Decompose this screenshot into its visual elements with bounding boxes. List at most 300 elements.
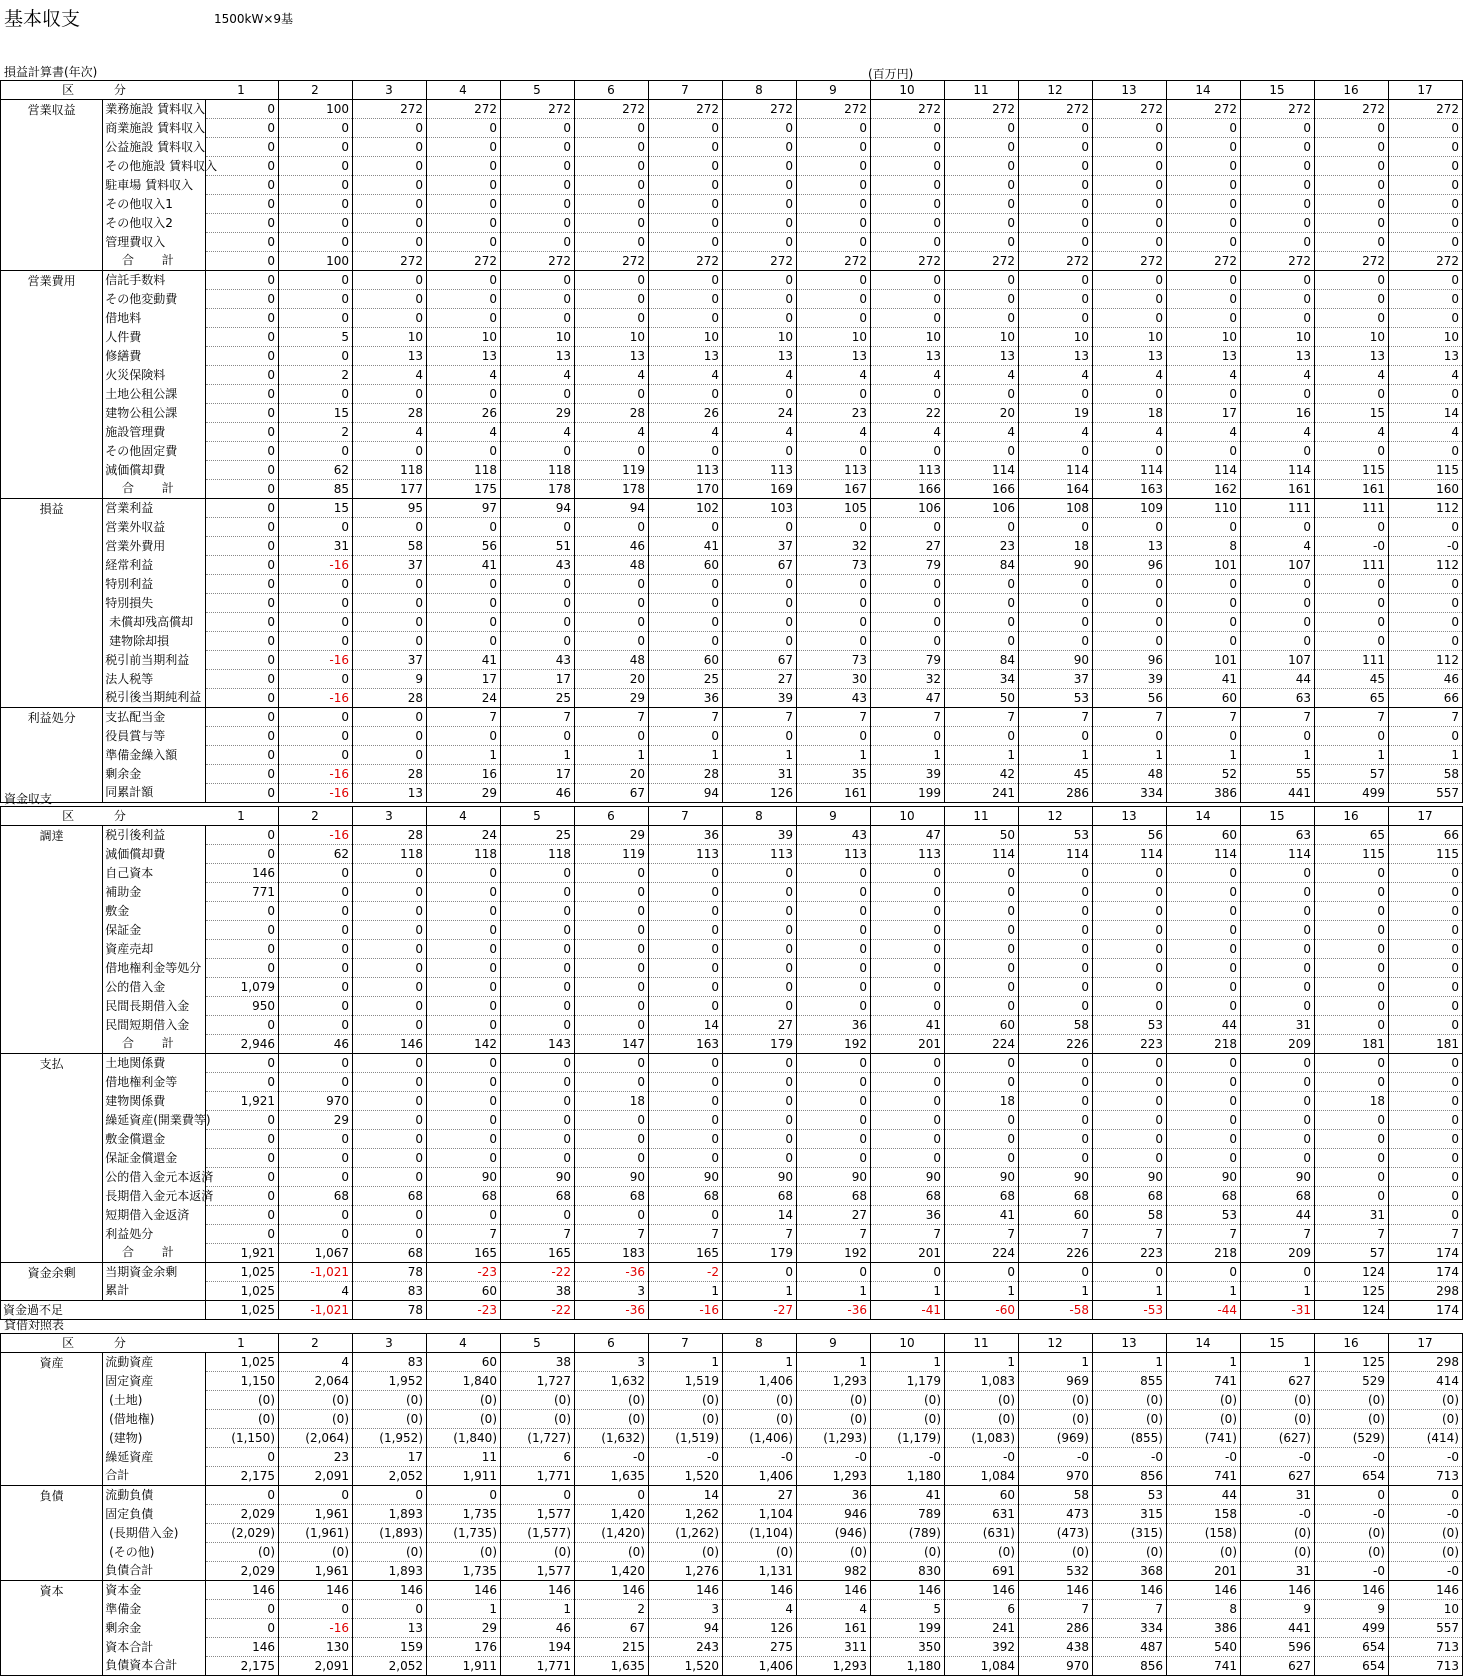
value-cell: 0 (353, 864, 427, 883)
value-cell: 10 (649, 328, 723, 347)
value-cell: 0 (1315, 921, 1389, 940)
value-cell: 0 (1093, 518, 1167, 537)
value-cell: 4 (871, 423, 945, 442)
value-cell: 0 (1389, 632, 1463, 651)
value-cell: 0 (797, 1149, 871, 1168)
value-cell: 0 (1241, 613, 1315, 632)
year-header: 6 (575, 1334, 649, 1353)
value-cell: (631) (945, 1524, 1019, 1543)
value-cell: 31 (1241, 1486, 1315, 1505)
value-cell: 0 (945, 1073, 1019, 1092)
value-cell: 713 (1389, 1638, 1463, 1657)
table-row (1, 826, 1463, 845)
value-cell: 1 (1167, 746, 1241, 765)
value-cell: 0 (1019, 1054, 1093, 1073)
page-title: 基本収支 (4, 8, 81, 30)
value-cell: 165 (427, 1244, 501, 1263)
value-cell: 0 (501, 978, 575, 997)
value-cell: 272 (501, 252, 575, 271)
year-header: 3 (353, 807, 427, 826)
value-cell: 0 (1315, 119, 1389, 138)
value-cell: 0 (871, 138, 945, 157)
value-cell: 0 (1315, 978, 1389, 997)
value-cell: 0 (205, 845, 279, 864)
value-cell: -0 (1241, 1505, 1315, 1524)
value-cell: 201 (871, 1244, 945, 1263)
value-cell: 272 (1241, 252, 1315, 271)
value-cell: 0 (797, 959, 871, 978)
value-cell: (0) (649, 1391, 723, 1410)
value-cell: 0 (279, 1600, 353, 1619)
value-cell: 0 (1389, 864, 1463, 883)
value-cell: 199 (871, 1619, 945, 1638)
value-cell: 0 (501, 632, 575, 651)
row-label: 合 計 (103, 1035, 205, 1054)
value-cell: 272 (723, 100, 797, 119)
value-cell: 272 (1167, 252, 1241, 271)
value-cell: 78 (353, 1263, 427, 1282)
value-cell: 1 (945, 1282, 1019, 1301)
value-cell: 68 (1019, 1187, 1093, 1206)
value-cell: 0 (797, 1054, 871, 1073)
value-cell: 0 (1389, 195, 1463, 214)
value-cell: 1 (1093, 1282, 1167, 1301)
value-cell: 0 (279, 1225, 353, 1244)
value-cell: 7 (575, 708, 649, 727)
value-cell: 165 (501, 1244, 575, 1263)
value-cell: 0 (205, 784, 279, 803)
value-cell: 0 (649, 997, 723, 1016)
table-row (1, 1410, 1463, 1429)
value-cell: (0) (649, 1410, 723, 1429)
value-cell: (0) (1315, 1410, 1389, 1429)
value-cell: 0 (1093, 959, 1167, 978)
value-cell: 113 (649, 461, 723, 480)
value-cell: 0 (1241, 176, 1315, 195)
value-cell: 68 (279, 1187, 353, 1206)
row-label: 営業外費用 (103, 537, 205, 556)
value-cell: 0 (353, 746, 427, 765)
value-cell: 334 (1093, 784, 1167, 803)
value-cell: 0 (205, 214, 279, 233)
value-cell: 226 (1019, 1035, 1093, 1054)
value-cell: 24 (723, 404, 797, 423)
value-cell: 0 (1019, 613, 1093, 632)
value-cell: 32 (871, 670, 945, 689)
value-cell: 386 (1167, 1619, 1241, 1638)
value-cell: 146 (649, 1581, 723, 1600)
value-cell: 741 (1167, 1467, 1241, 1486)
value-cell: 43 (501, 651, 575, 670)
value-cell: 1 (1019, 1353, 1093, 1372)
value-cell: 272 (1315, 252, 1389, 271)
value-cell: 1,519 (649, 1372, 723, 1391)
value-cell: 1,952 (353, 1372, 427, 1391)
value-cell: 0 (1389, 1130, 1463, 1149)
value-cell: 0 (649, 632, 723, 651)
table-row (1, 883, 1463, 902)
value-cell: 0 (1093, 594, 1167, 613)
value-cell: 0 (575, 309, 649, 328)
value-cell: 114 (1241, 461, 1315, 480)
value-cell: 0 (723, 1092, 797, 1111)
table-row (1, 1263, 1463, 1282)
value-cell: 4 (575, 423, 649, 442)
value-cell: 8 (1167, 1600, 1241, 1619)
value-cell: 0 (501, 1486, 575, 1505)
value-cell: 0 (575, 1149, 649, 1168)
value-cell: 0 (279, 1054, 353, 1073)
row-label: 負債合計 (103, 1562, 205, 1581)
value-cell: 44 (1241, 1206, 1315, 1225)
table-row (1, 727, 1463, 746)
value-cell: 10 (353, 328, 427, 347)
value-cell: 29 (575, 689, 649, 708)
value-cell: 25 (501, 826, 575, 845)
value-cell: 1,420 (575, 1562, 649, 1581)
row-label: 剰余金 (103, 765, 205, 784)
value-cell: 0 (945, 290, 1019, 309)
value-cell: 28 (353, 826, 427, 845)
table-row (1, 708, 1463, 727)
value-cell: 1,079 (205, 978, 279, 997)
value-cell: 1,961 (279, 1505, 353, 1524)
value-cell: 0 (205, 632, 279, 651)
value-cell: 7 (1389, 1225, 1463, 1244)
value-cell: 0 (279, 575, 353, 594)
value-cell: 0 (1167, 1092, 1241, 1111)
value-cell: 272 (1093, 252, 1167, 271)
value-cell: (1,893) (353, 1524, 427, 1543)
value-cell: (946) (797, 1524, 871, 1543)
balance-sheet-table (0, 1333, 1463, 1676)
value-cell: 36 (649, 826, 723, 845)
value-cell: 1,921 (205, 1244, 279, 1263)
category-label: 資金余剰 (1, 1263, 103, 1301)
value-cell: (855) (1093, 1429, 1167, 1448)
value-cell: -23 (427, 1301, 501, 1320)
row-label: 未償却残高償却 (103, 613, 205, 632)
value-cell: 28 (649, 765, 723, 784)
value-cell: 0 (427, 157, 501, 176)
value-cell: 0 (353, 214, 427, 233)
value-cell: 0 (1241, 594, 1315, 613)
table-row (1, 195, 1463, 214)
row-label: 剰余金 (103, 1619, 205, 1638)
value-cell: 68 (649, 1187, 723, 1206)
value-cell: 1 (427, 746, 501, 765)
value-cell: (0) (871, 1391, 945, 1410)
row-label: 保証金償還金 (103, 1149, 205, 1168)
value-cell: 0 (353, 902, 427, 921)
year-header: 12 (1019, 807, 1093, 826)
value-cell: 0 (501, 1092, 575, 1111)
value-cell: 83 (353, 1353, 427, 1372)
value-cell: 166 (945, 480, 1019, 499)
value-cell: 1,635 (575, 1467, 649, 1486)
value-cell: -23 (427, 1263, 501, 1282)
year-header: 11 (945, 81, 1019, 100)
value-cell: 0 (1167, 1073, 1241, 1092)
value-cell: 146 (1019, 1581, 1093, 1600)
value-cell: 0 (1389, 997, 1463, 1016)
value-cell: 0 (501, 959, 575, 978)
table-row (1, 385, 1463, 404)
value-cell: 0 (353, 1225, 427, 1244)
value-cell: 0 (871, 959, 945, 978)
value-cell: 158 (1167, 1505, 1241, 1524)
value-cell: -16 (279, 765, 353, 784)
value-cell: 0 (1167, 1263, 1241, 1282)
value-cell: 4 (797, 1600, 871, 1619)
value-cell: 0 (723, 940, 797, 959)
value-cell: (0) (575, 1410, 649, 1429)
value-cell: (529) (1315, 1429, 1389, 1448)
value-cell: 0 (723, 271, 797, 290)
value-cell: 41 (427, 651, 501, 670)
value-cell: 4 (797, 423, 871, 442)
value-cell: 0 (1389, 1073, 1463, 1092)
year-header: 4 (427, 1334, 501, 1353)
value-cell: 0 (575, 997, 649, 1016)
value-cell: 0 (575, 632, 649, 651)
value-cell: 241 (945, 1619, 1019, 1638)
value-cell: 0 (945, 1130, 1019, 1149)
value-cell: 0 (279, 940, 353, 959)
year-header: 9 (797, 1334, 871, 1353)
value-cell: 201 (871, 1035, 945, 1054)
value-cell: 0 (353, 921, 427, 940)
value-cell: 0 (279, 1016, 353, 1035)
value-cell: 169 (723, 480, 797, 499)
value-cell: (0) (1315, 1524, 1389, 1543)
unit-label: (百万円) (868, 67, 914, 81)
value-cell: 0 (205, 670, 279, 689)
value-cell: 112 (1389, 499, 1463, 518)
row-label: 短期借入金返済 (103, 1206, 205, 1225)
value-cell: 0 (649, 1130, 723, 1149)
value-cell: 0 (205, 1486, 279, 1505)
value-cell: 146 (205, 1581, 279, 1600)
value-cell: 161 (1241, 480, 1315, 499)
value-cell: 0 (723, 959, 797, 978)
value-cell: 0 (723, 727, 797, 746)
value-cell: 10 (1389, 328, 1463, 347)
value-cell: 73 (797, 651, 871, 670)
value-cell: 557 (1389, 1619, 1463, 1638)
value-cell: 0 (1241, 1263, 1315, 1282)
value-cell: 0 (205, 480, 279, 499)
value-cell: 0 (1167, 119, 1241, 138)
value-cell: 0 (575, 613, 649, 632)
value-cell: 53 (1019, 689, 1093, 708)
value-cell: 0 (279, 864, 353, 883)
value-cell: 0 (575, 1130, 649, 1149)
category-label: 負債 (1, 1486, 103, 1581)
value-cell: 0 (427, 959, 501, 978)
value-cell: (969) (1019, 1429, 1093, 1448)
table-row (1, 309, 1463, 328)
row-label: 火災保険料 (103, 366, 205, 385)
value-cell: 2,064 (279, 1372, 353, 1391)
value-cell: 4 (649, 423, 723, 442)
value-cell: 0 (427, 176, 501, 195)
row-label: 民間短期借入金 (103, 1016, 205, 1035)
value-cell: 114 (945, 845, 1019, 864)
value-cell: 0 (1241, 233, 1315, 252)
value-cell: 7 (501, 708, 575, 727)
value-cell: 0 (575, 233, 649, 252)
value-cell: 0 (205, 1016, 279, 1035)
value-cell: 0 (279, 670, 353, 689)
value-cell: 0 (1167, 1130, 1241, 1149)
value-cell: 7 (1093, 1225, 1167, 1244)
value-cell: 10 (945, 328, 1019, 347)
value-cell: 60 (649, 556, 723, 575)
value-cell: 0 (1019, 1073, 1093, 1092)
value-cell: 46 (501, 784, 575, 803)
row-label: (借地権) (103, 1410, 205, 1429)
value-cell: 125 (1315, 1282, 1389, 1301)
value-cell: 4 (945, 423, 1019, 442)
value-cell: 112 (1389, 556, 1463, 575)
value-cell: 0 (575, 864, 649, 883)
value-cell: 1 (1241, 1282, 1315, 1301)
value-cell: 741 (1167, 1657, 1241, 1676)
value-cell: (627) (1241, 1429, 1315, 1448)
value-cell: 1,293 (797, 1467, 871, 1486)
value-cell: 350 (871, 1638, 945, 1657)
value-cell: 0 (427, 921, 501, 940)
value-cell: 96 (1093, 651, 1167, 670)
value-cell: 4 (797, 366, 871, 385)
value-cell: 1,577 (501, 1505, 575, 1524)
value-cell: 0 (1093, 385, 1167, 404)
value-cell: -16 (279, 1619, 353, 1638)
value-cell: 110 (1167, 499, 1241, 518)
value-cell: 1,025 (205, 1282, 279, 1301)
value-cell: 0 (1167, 195, 1241, 214)
value-cell: 0 (205, 195, 279, 214)
value-cell: 0 (1241, 1111, 1315, 1130)
value-cell: 2 (279, 423, 353, 442)
value-cell: 0 (1019, 632, 1093, 651)
value-cell: 31 (1315, 1206, 1389, 1225)
value-cell: 0 (1315, 1149, 1389, 1168)
value-cell: 0 (649, 1149, 723, 1168)
value-cell: 176 (427, 1638, 501, 1657)
value-cell: 0 (205, 1187, 279, 1206)
value-cell: 0 (1167, 290, 1241, 309)
value-cell: 0 (871, 195, 945, 214)
value-cell: 43 (797, 689, 871, 708)
value-cell: 0 (279, 746, 353, 765)
value-cell: 27 (871, 537, 945, 556)
value-cell: 0 (353, 1149, 427, 1168)
value-cell: 4 (1315, 366, 1389, 385)
table-row (1, 271, 1463, 290)
value-cell: 0 (1167, 613, 1241, 632)
value-cell: 10 (1241, 328, 1315, 347)
year-header: 6 (575, 81, 649, 100)
row-label: 公的借入金 (103, 978, 205, 997)
value-cell: 0 (575, 271, 649, 290)
value-cell: 0 (1019, 214, 1093, 233)
value-cell: 0 (279, 290, 353, 309)
value-cell: 414 (1389, 1372, 1463, 1391)
value-cell: 13 (575, 347, 649, 366)
value-cell: 4 (1241, 366, 1315, 385)
value-cell: 53 (1093, 1486, 1167, 1505)
value-cell: 272 (797, 100, 871, 119)
value-cell: 0 (1389, 978, 1463, 997)
value-cell: 654 (1315, 1467, 1389, 1486)
value-cell: 1,911 (427, 1467, 501, 1486)
row-label: 商業施設 賃料収入 (103, 119, 205, 138)
value-cell: 0 (205, 271, 279, 290)
value-cell: 164 (1019, 480, 1093, 499)
value-cell: 0 (501, 902, 575, 921)
row-label: 合 計 (103, 480, 205, 499)
table-row (1, 651, 1463, 670)
value-cell: 0 (279, 708, 353, 727)
value-cell: -0 (1389, 1448, 1463, 1467)
value-cell: 29 (575, 826, 649, 845)
row-label: 税引後利益 (103, 826, 205, 845)
value-cell: 60 (1167, 826, 1241, 845)
value-cell: 0 (501, 940, 575, 959)
value-cell: 0 (427, 1149, 501, 1168)
value-cell: 17 (501, 765, 575, 784)
value-cell: 272 (1389, 252, 1463, 271)
value-cell: 0 (279, 1073, 353, 1092)
value-cell: (414) (1389, 1429, 1463, 1448)
value-cell: (0) (575, 1543, 649, 1562)
value-cell: 0 (945, 921, 1019, 940)
value-cell: 0 (1241, 214, 1315, 233)
value-cell: 0 (353, 176, 427, 195)
value-cell: 0 (353, 138, 427, 157)
value-cell: 10 (501, 328, 575, 347)
value-cell: 627 (1241, 1657, 1315, 1676)
value-cell: 7 (1167, 708, 1241, 727)
value-cell: 441 (1241, 1619, 1315, 1638)
row-label: 信託手数料 (103, 271, 205, 290)
table-row (1, 1225, 1463, 1244)
value-cell: 1,520 (649, 1467, 723, 1486)
table-row (1, 347, 1463, 366)
value-cell: 68 (797, 1187, 871, 1206)
header-label: 区 分 (1, 1334, 206, 1353)
value-cell: 627 (1241, 1372, 1315, 1391)
value-cell: 0 (1019, 940, 1093, 959)
value-cell: 102 (649, 499, 723, 518)
value-cell: 13 (1093, 347, 1167, 366)
value-cell: 0 (353, 1073, 427, 1092)
value-cell: 101 (1167, 651, 1241, 670)
value-cell: 0 (353, 1168, 427, 1187)
value-cell: 146 (1241, 1581, 1315, 1600)
value-cell: 1,067 (279, 1244, 353, 1263)
value-cell: 0 (797, 1263, 871, 1282)
value-cell: 10 (871, 328, 945, 347)
value-cell: 0 (723, 1111, 797, 1130)
value-cell: 0 (1167, 518, 1241, 537)
value-cell: 0 (427, 883, 501, 902)
value-cell: 29 (279, 1111, 353, 1130)
value-cell: 2 (575, 1600, 649, 1619)
value-cell: 106 (945, 499, 1019, 518)
